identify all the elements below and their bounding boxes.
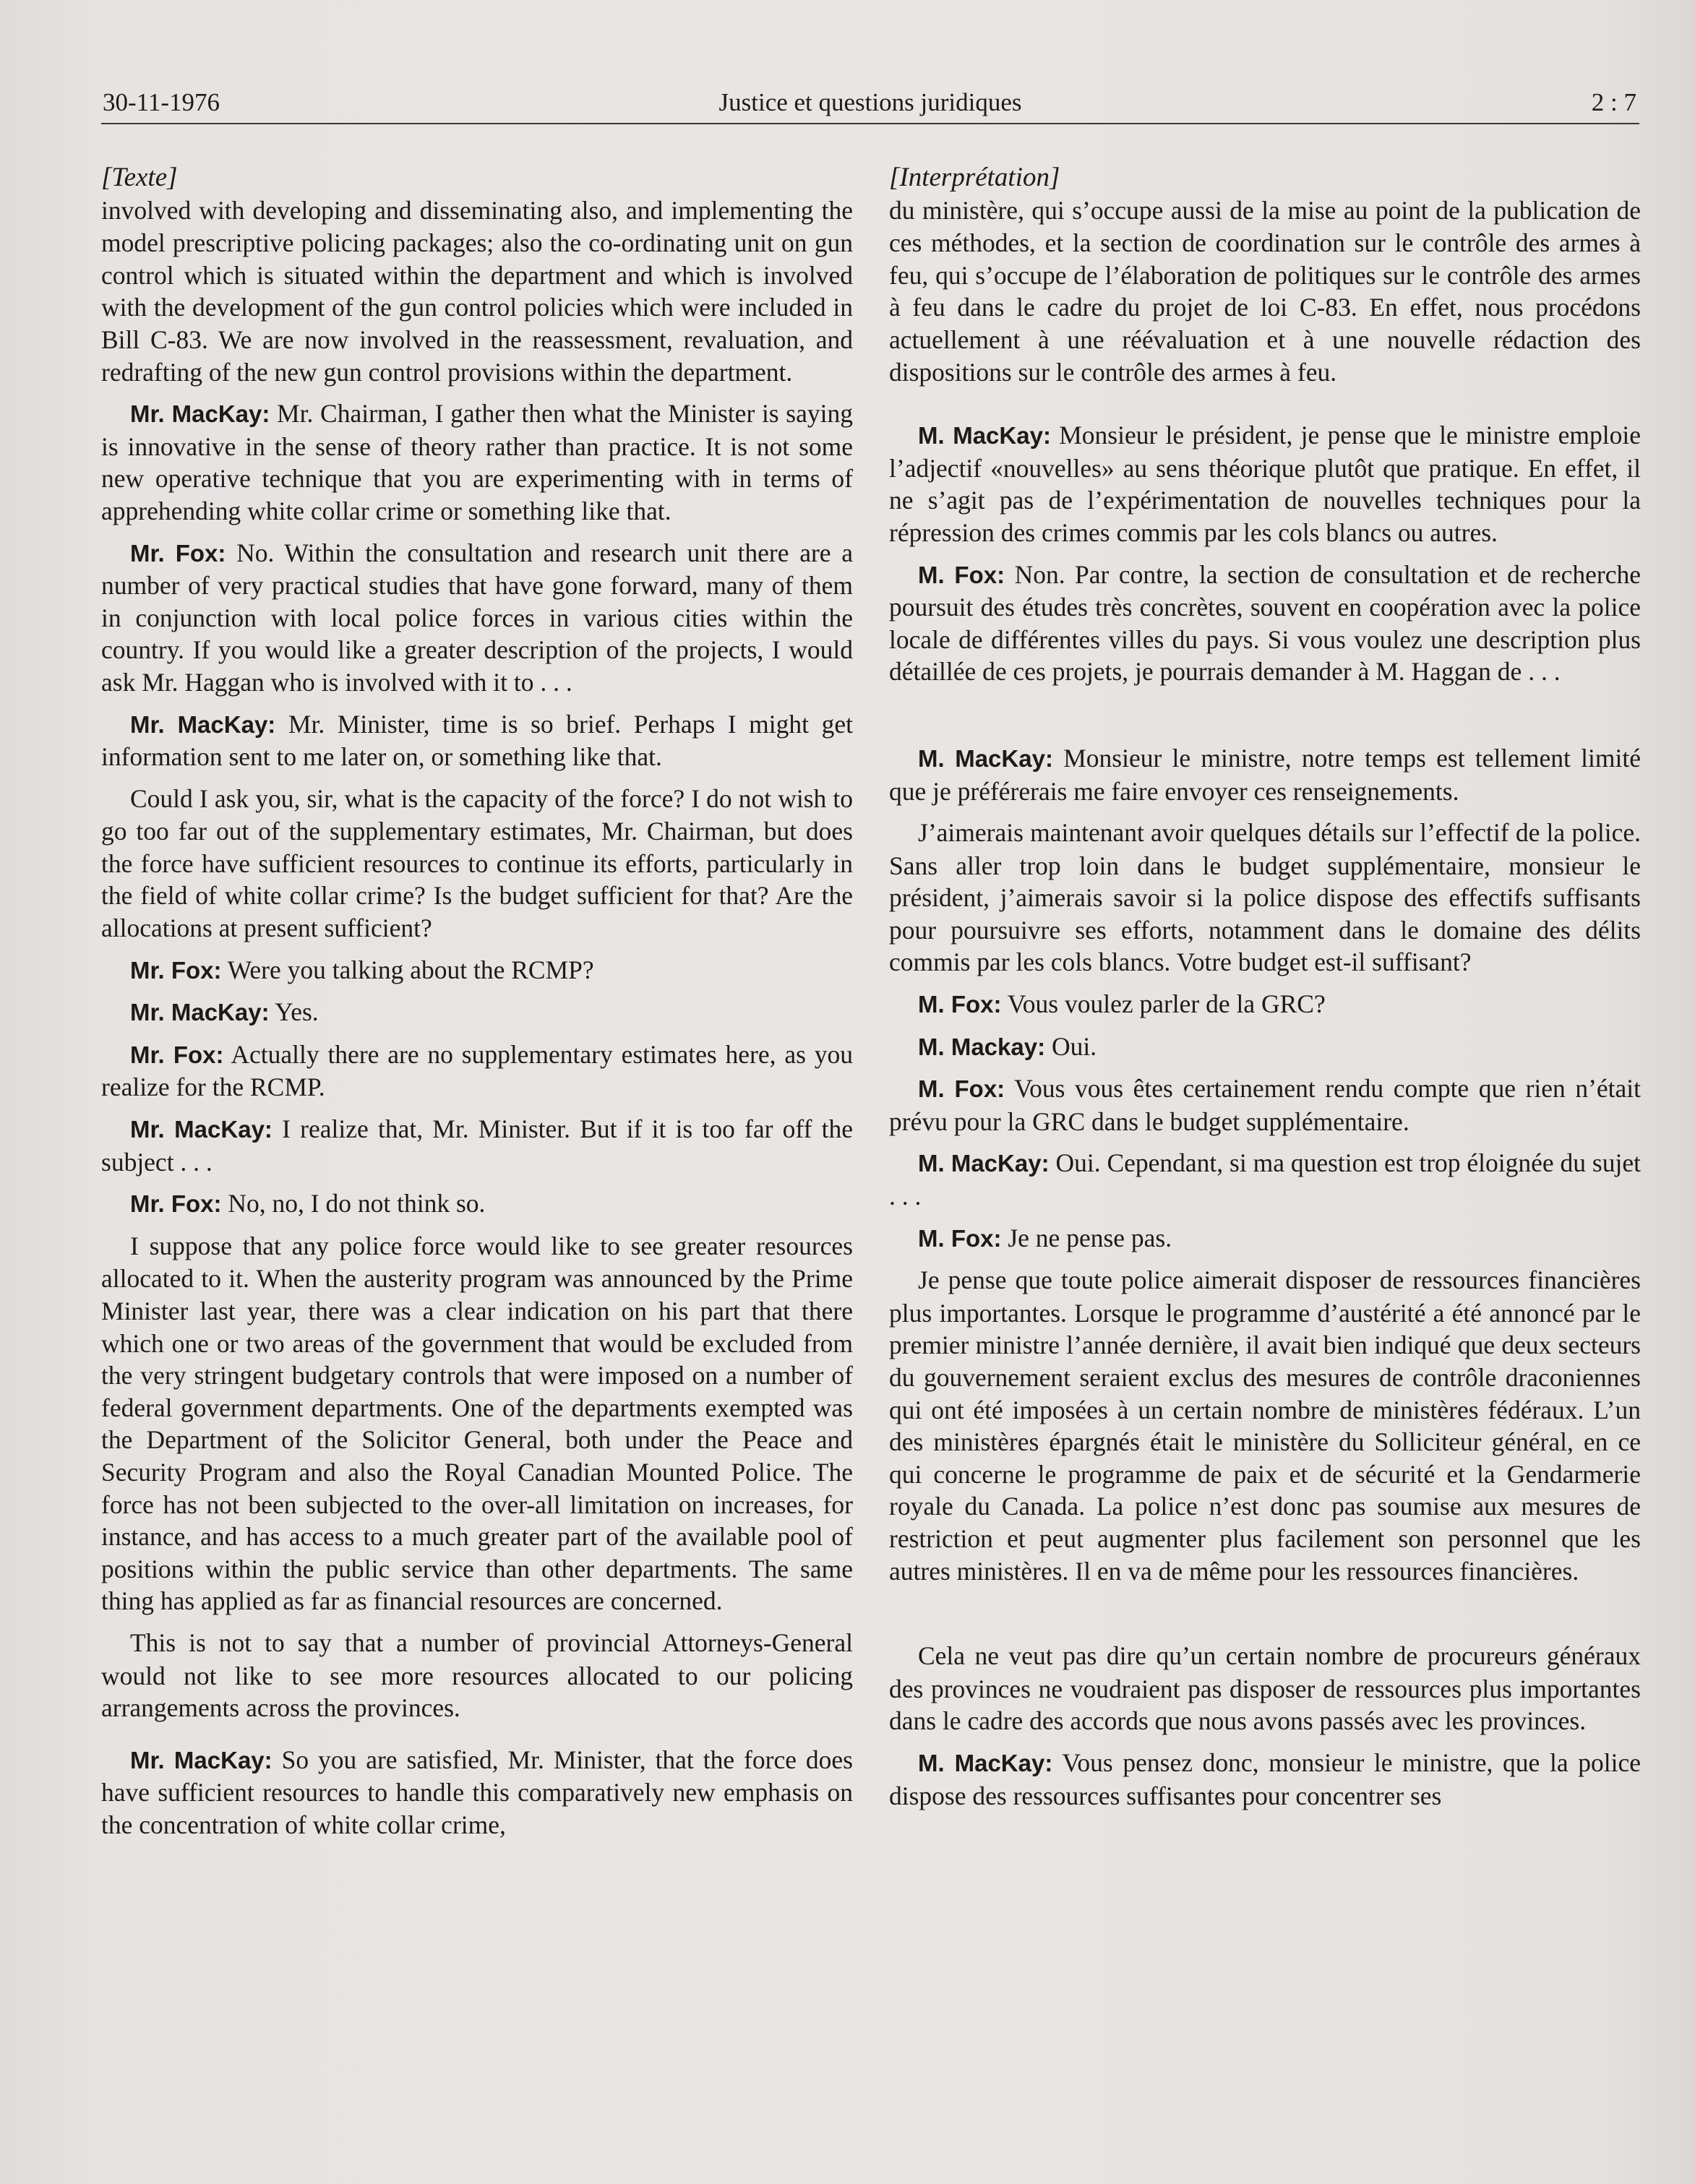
paragraph-text: I suppose that any police force would like to see greater resources allocated to it. When the austerity program was announced by the Prime Minister last year, there was a clear indication on his part that there which one or two areas of the government that would be excluded from the very stringent budgetary controls that were imposed on a number of federal government departments. One of the departments exempted was the Department of the Solicitor General, both under the Peace and Security Program and also the Royal Canadian Mounted Police. The force has not been subjected to the over-all limitation on increases, for instance, and has access to a much greater part of the available pool of positions within the public service than other departments. The same thing has applied as far as financial resources are concerned. [101, 1231, 853, 1616]
paragraph-text: Mr. Chairman, I gather then what the Minister is saying is innovative in the sense of theory rather than practice. It is not some new operative technique that you are experimenting with in terms of apprehending white collar crime or something like that. [101, 399, 853, 525]
running-header [101, 85, 1639, 124]
speaker: Mr. Fox: [130, 1041, 224, 1068]
paragraph-text: Cela ne veut pas dire qu’un certain nombre de procureurs généraux des provinces ne voudraient pas disposer de ressources plus importantes dans le cadre des accords que nous avons passés avec les provinces. [889, 1641, 1641, 1736]
paragraph [889, 1072, 1641, 1138]
paragraph [889, 1222, 1641, 1255]
paragraph [101, 1039, 853, 1104]
speaker: M. Fox: [918, 1224, 1002, 1252]
header-page-number: 2 : 7 [1591, 88, 1636, 116]
paragraph-text: Mr. Minister, time is so brief. Perhaps I might get information sent to me later on, or something like that. [101, 709, 853, 772]
paragraph [889, 1640, 1641, 1737]
paragraph [889, 1747, 1641, 1812]
paragraph [101, 954, 853, 987]
paragraph [889, 1147, 1641, 1212]
speaker: Mr. MacKay: [130, 1116, 273, 1143]
column-tag: [Interprétation] [889, 163, 1060, 192]
paragraph-text: Je ne pense pas. [1001, 1223, 1172, 1252]
speaker: Mr. Fox: [130, 1190, 222, 1218]
paragraph [101, 1113, 853, 1178]
paragraph [101, 996, 853, 1029]
paragraph-text: No, no, I do not think so. [221, 1189, 486, 1218]
paragraph-text: Oui. Cependant, si ma question est trop éloignée du sujet . . . [889, 1148, 1641, 1211]
paragraph [889, 988, 1641, 1021]
paragraph [889, 1264, 1641, 1587]
paragraph [889, 194, 1641, 389]
speaker: Mr. Fox: [130, 956, 222, 984]
column-french [889, 162, 1641, 1821]
paragraph [101, 194, 853, 389]
paragraph [889, 817, 1641, 979]
speaker: Mr. MacKay: [130, 400, 270, 428]
paragraph [889, 559, 1641, 688]
paragraph [889, 1031, 1641, 1064]
speaker: Mr. MacKay: [130, 1746, 273, 1774]
paragraph-text: Yes. [269, 997, 319, 1027]
speaker: M. Fox: [918, 561, 1005, 588]
paragraph-text: Non. Par contre, la section de consultation et de recherche poursuit des études très concrètes, souvent en coopération avec la police locale de différentes villes du pays. Si vous voulez une description plus détaillée de ces projets, je pourrais demander à M. Haggan de . . . [889, 559, 1642, 687]
paragraph-text: Were you talking about the RCMP? [221, 955, 594, 984]
paragraph [101, 1744, 853, 1841]
paragraph-text: Oui. [1045, 1031, 1097, 1061]
speaker: M. MacKay: [918, 422, 1051, 450]
paragraph-text: Vous vous êtes certainement rendu compte que rien n’était prévu pour la GRC dans le budget supplémentaire. [889, 1074, 1642, 1136]
paragraph-text: involved with developing and disseminating also, and implementing the model prescriptive policing packages; also the co-ordinating unit on gun control which is situated within the department and which is involved with the development of the gun control policies which were included in Bill C-83. We are now involved in the reassessment, revaluation, and redrafting of the new gun control provisions within the department. [101, 195, 853, 387]
speaker: M. Fox: [918, 1075, 1005, 1103]
speaker: M. Fox: [918, 991, 1002, 1018]
speaker: Mr. MacKay: [130, 710, 276, 738]
paragraph [889, 419, 1641, 549]
paragraph [101, 1230, 853, 1617]
paragraph-text: I realize that, Mr. Minister. But if it is too far off the subject . . . [101, 1114, 853, 1177]
paragraph-text: Vous voulez parler de la GRC? [1001, 989, 1326, 1019]
paragraph [101, 1187, 853, 1221]
speaker: M. Mackay: [918, 1033, 1046, 1060]
paragraph [101, 783, 853, 945]
speaker: Mr. Fox: [130, 539, 226, 567]
paragraph-text: So you are satisfied, Mr. Minister, that the force does have sufficient resources to handle this comparatively new emphasis on the concentration of white collar crime, [101, 1745, 853, 1839]
paragraph-text: Actually there are no supplementary estimates here, as you realize for the RCMP. [101, 1039, 853, 1102]
paragraph-text: No. Within the consultation and research unit there are a number of very practical studies that have gone forward, many of them in conjunction with local police forces in various cities within the country. If you would like a greater description of the projects, I would ask Mr. Haggan who is involved with it to . . . [101, 538, 853, 697]
paragraph-text: J’aimerais maintenant avoir quelques détails sur l’effectif de la police. Sans aller trop loin dans le budget supplémentaire, monsieur le président, j’aimerais savoir si la police dispose des effectifs suffisants pour poursuivre ses efforts, notamment dans le domaine des délits commis par les cols blancs. Votre budget est-il suffisant? [889, 818, 1641, 977]
paragraph-text: Monsieur le ministre, notre temps est tellement limité que je préférerais me faire envoyer ces renseignements. [889, 743, 1641, 806]
paragraph-text: This is not to say that a number of provincial Attorneys-General would not like to see more resources allocated to our policing arrangements across the provinces. [101, 1628, 853, 1723]
paragraph [101, 537, 853, 699]
speaker: M. MacKay: [918, 744, 1053, 772]
paragraph-text: du ministère, qui s’occupe aussi de la mise au point de la publication de ces méthodes, et la section de coordination sur le contrôle des armes à feu, qui s’occupe de l’élaboration de politiques sur le contrôle des armes à feu dans le cadre du projet de loi C-83. En effet, nous procédons actuellement à une réévaluation et à une nouvelle rédaction des dispositions sur le contrôle des armes à feu. [889, 195, 1641, 387]
header-title: Justice et questions juridiques [718, 88, 1022, 116]
paragraph-text: Monsieur le président, je pense que le ministre emploie l’adjectif «nouvelles» au sens théorique plutôt que pratique. En effet, il ne s’agit pas de l’expérimentation de nouvelles techniques pour la répression des crimes commis par les cols blancs ou autres. [889, 421, 1641, 547]
header-date: 30-11-1976 [103, 88, 220, 116]
paragraph-text: Could I ask you, sir, what is the capacity of the force? I do not wish to go too far out of the supplementary estimates, Mr. Chairman, but does the force have sufficient resources to continue its efforts, particularly in the field of white collar crime? Is the budget sufficient for that? Are the allocations at present sufficient? [101, 783, 853, 943]
column-tag: [Texte] [101, 163, 178, 192]
paragraph-text: Je pense que toute police aimerait disposer de ressources financières plus importantes. Lorsque le programme d’austérité a été annoncé par le premier ministre l’année dernière, il avait bien indiqué que deux secteurs du gouvernement seraient exclus des mesures de contrôle draconiennes qui ont été imposées à un certain nombre de ministères fédéraux. L’un des ministères épargnés était le ministère du Solliciteur général, en ce qui concerne le programme de paix et de sécurité et la Gendarmerie royale du Canada. La police n’est donc pas soumise aux mesures de restriction et peut augmenter plus facilement son personnel que les autres ministères. Il en va de même pour les ressources financières. [889, 1265, 1641, 1586]
paragraph [889, 742, 1641, 807]
paragraph [101, 397, 853, 527]
paragraph [101, 1627, 853, 1724]
column-english [101, 162, 853, 1851]
speaker: M. MacKay: [918, 1150, 1050, 1177]
speaker: Mr. MacKay: [130, 999, 270, 1026]
speaker: M. MacKay: [918, 1749, 1053, 1776]
paragraph [101, 708, 853, 773]
paragraph-text: Vous pensez donc, monsieur le ministre, que la police dispose des ressources suffisantes pour concentrer ses [889, 1747, 1641, 1810]
